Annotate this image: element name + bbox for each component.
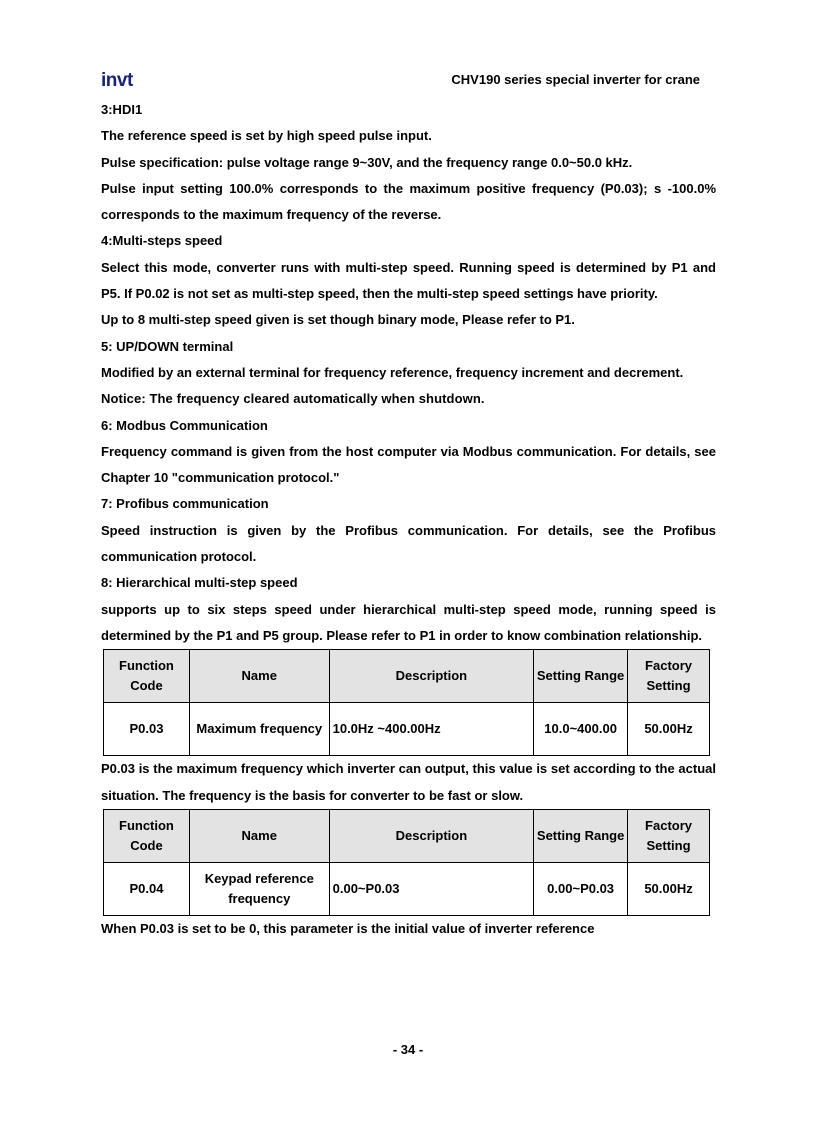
header-description: Description — [329, 809, 534, 862]
paragraph: P0.03 is the maximum frequency which inverter can output, this value is set according to the actual situation. The frequency is the basis for converter to be fast or slow. — [101, 761, 716, 803]
paragraph: Pulse input setting 100.0% corresponds to the maximum positive frequency (P0.03); s -100.0% corresponds to the maximum frequency of the reverse. — [101, 180, 716, 223]
header-description: Description — [329, 650, 534, 703]
table-row — [104, 862, 710, 915]
paragraph: Select this mode, converter runs with multi-step speed. Running speed is determined by P1 and P5. If P0.02 is not set as multi-step speed, then the multi-step speed settings have priority. — [101, 259, 716, 302]
parameter-table-p0-04 — [103, 809, 710, 916]
parameter-table-p0-03 — [103, 649, 710, 756]
cell-function-code: P0.03 — [104, 703, 190, 756]
paragraph: The reference speed is set by high speed pulse input. — [101, 128, 432, 144]
cell-factory-setting: 50.00Hz — [628, 703, 710, 756]
notice-paragraph: Notice: The frequency cleared automatically when shutdown. — [101, 391, 485, 407]
header-factory-setting: Factory Setting — [628, 650, 710, 703]
paragraph: When P0.03 is set to be 0, this parameter is the initial value of inverter reference — [101, 920, 595, 936]
page-number: - 34 - — [392, 1042, 424, 1057]
header-name: Name — [189, 809, 329, 862]
paragraph: Speed instruction is given by the Profibus communication. For details, see the Profibus communication protocol. — [101, 522, 716, 565]
page-content — [101, 97, 716, 942]
paragraph: 4:Multi-steps speed — [101, 233, 223, 249]
cell-function-code: P0.04 — [104, 862, 190, 915]
document-title: CHV190 series special inverter for crane — [451, 72, 700, 87]
paragraph: 6: Modbus Communication — [101, 417, 268, 433]
paragraph: Modified by an external terminal for frequency reference, frequency increment and decrement. — [101, 364, 684, 380]
cell-description: 0.00~P0.03 — [329, 862, 534, 915]
header-name: Name — [189, 650, 329, 703]
table-header-row — [104, 809, 710, 862]
paragraph: Pulse specification: pulse voltage range 9~30V, and the frequency range 0.0~50.0 kHz. — [101, 154, 633, 170]
header-setting-range: Setting Range — [534, 809, 628, 862]
paragraph: 7: Profibus communication — [101, 496, 269, 512]
paragraph: 3:HDI1 — [101, 102, 143, 117]
paragraph: Frequency command is given from the host computer via Modbus communication. For details, see Chapter 10 "communication protocol." — [101, 443, 716, 486]
header-setting-range: Setting Range — [534, 650, 628, 703]
cell-name: Keypad reference frequency — [189, 862, 329, 915]
cell-setting-range: 10.0~400.00 — [534, 703, 628, 756]
cell-setting-range: 0.00~P0.03 — [534, 862, 628, 915]
cell-description: 10.0Hz ~400.00Hz — [329, 703, 534, 756]
header-factory-setting: Factory Setting — [628, 809, 710, 862]
table-header-row — [104, 650, 710, 703]
header-function-code: Function Code — [104, 809, 190, 862]
header-function-code: Function Code — [104, 650, 190, 703]
invt-logo: invt — [101, 70, 133, 91]
cell-name: Maximum frequency — [189, 703, 329, 756]
page-header — [101, 70, 716, 92]
paragraph: 5: UP/DOWN terminal — [101, 338, 234, 354]
paragraph: supports up to six steps speed under hierarchical multi-step speed mode, running speed is determined by the P1 and P5 group. Please refer to P1 in order to know combination relationship. — [101, 601, 716, 643]
table-row — [104, 703, 710, 756]
paragraph: 8: Hierarchical multi-step speed — [101, 575, 298, 591]
paragraph: Up to 8 multi-step speed given is set though binary mode, Please refer to P1. — [101, 312, 575, 328]
cell-factory-setting: 50.00Hz — [628, 862, 710, 915]
